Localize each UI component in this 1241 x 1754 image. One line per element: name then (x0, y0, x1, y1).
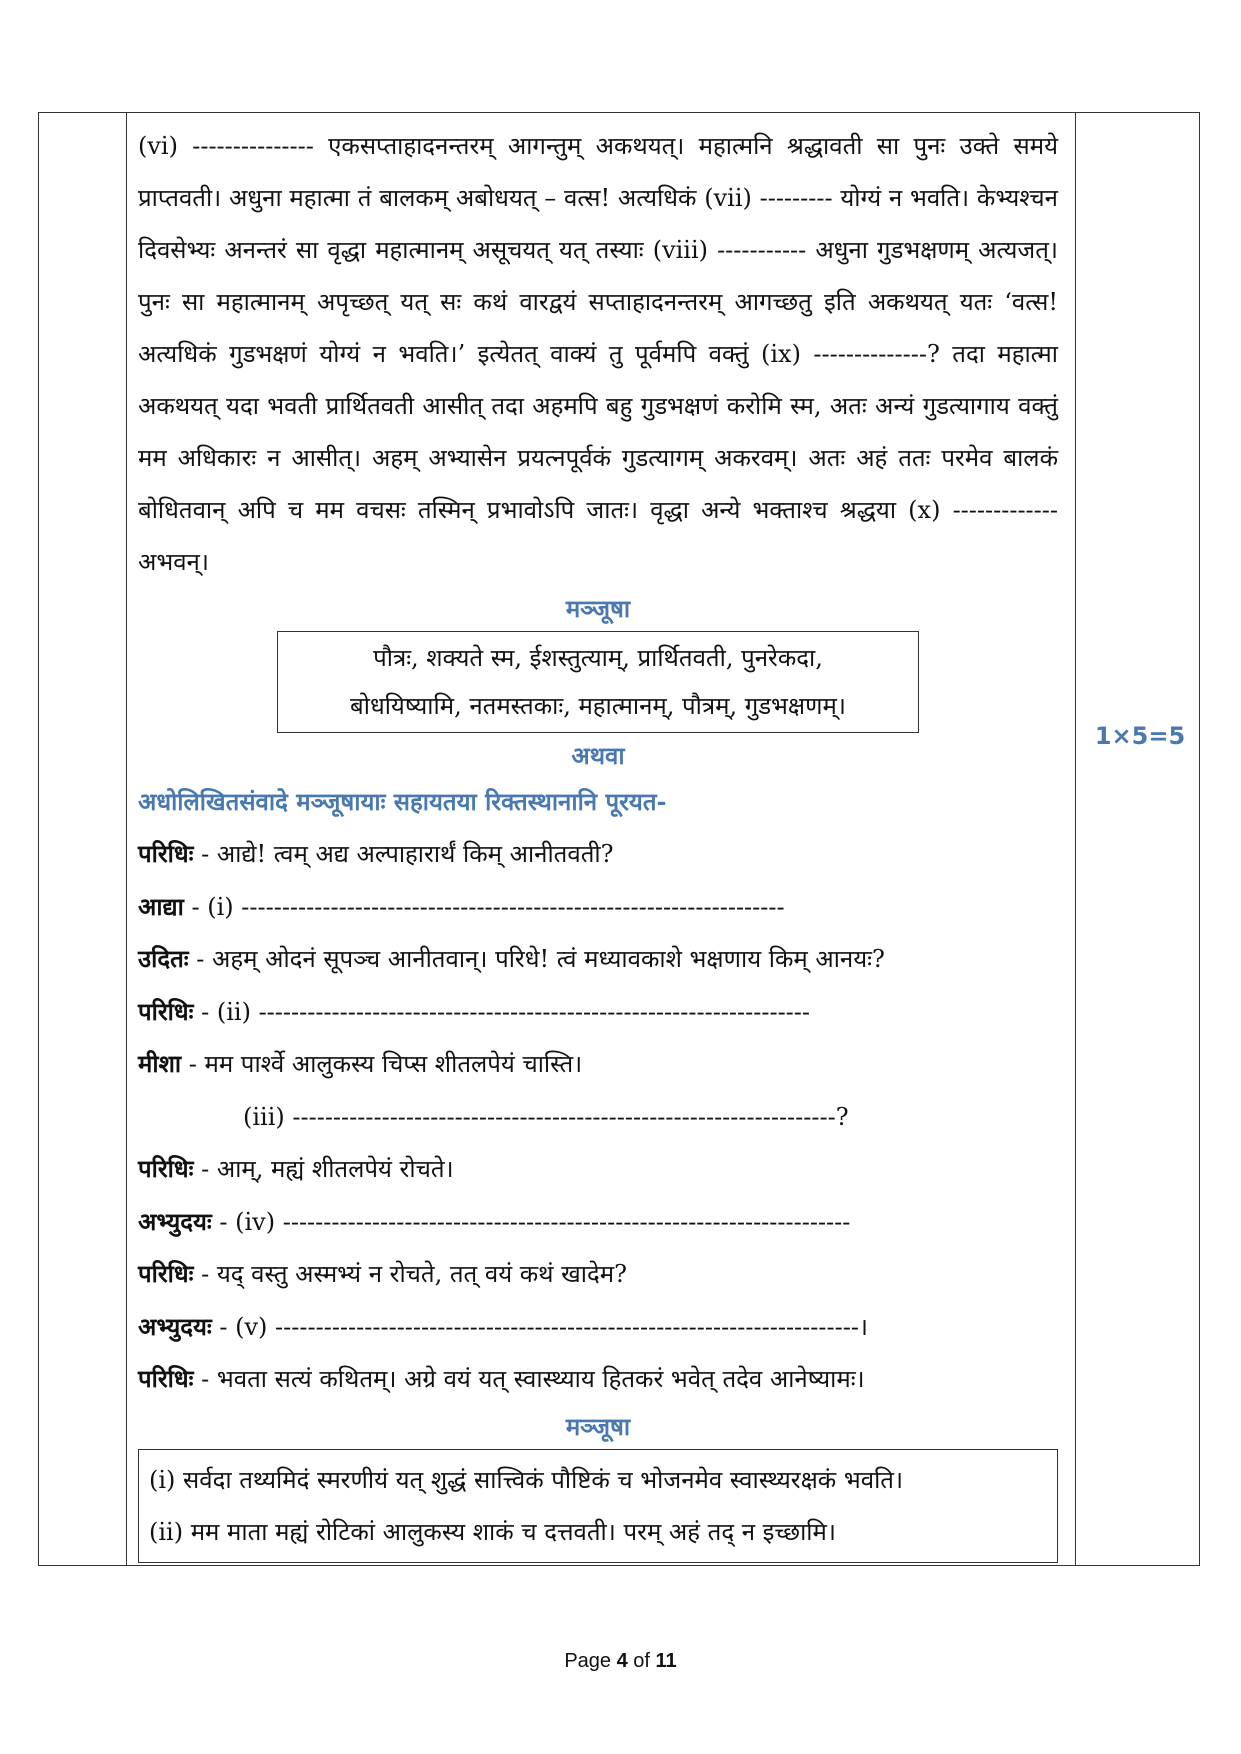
dialogue-line (138, 933, 1058, 986)
column-divider-left (126, 113, 127, 1565)
dialogue-line (138, 1353, 1058, 1406)
dialogue (138, 828, 1058, 1406)
dialogue-instruction: अधोलिखितसंवादे मञ्जूषायाः सहायतया रिक्तस्थानानि पूरयत- (138, 787, 667, 816)
dialogue-line (138, 881, 1058, 934)
line-text: - अहम् ओदनं सूपञ्च आनीतवान्। परिधे! त्वं मध्यावकाशे भक्षणाय किम् आनयः? (188, 945, 885, 973)
line-text: (iii) -------------------------------------------------------------------? (243, 1102, 849, 1131)
line-text: - (ii) -------------------------------------------------------------------- (193, 997, 811, 1026)
line-text: - मम पार्श्वे आलुकस्य चिप्स शीतलपेयं चास्ति। (181, 1050, 583, 1078)
dialogue-line (138, 1143, 1058, 1196)
speaker: आद्या (138, 891, 184, 921)
line-text: - (i) ------------------------------------------------------------------- (183, 892, 785, 921)
speaker: परिधिः (138, 839, 194, 868)
dialogue-line (138, 1301, 1058, 1354)
dialogue-line (138, 828, 1058, 881)
athava-heading: अथवा (571, 741, 625, 770)
dialogue-line (138, 1091, 1058, 1144)
speaker: उदितः (138, 944, 189, 973)
speaker: अभ्युदयः (138, 1311, 212, 1341)
manjusha-item: (i) सर्वदा तथ्यमिदं स्मरणीयं यत् शुद्धं सात्त्विकं पौष्टिकं च भोजनमेव स्वास्थ्यरक्षकं भवति। (149, 1465, 904, 1494)
manjusha-item: (ii) मम माता मह्यं रोटिकां आलुकस्य शाकं च दत्तवती। परम् अहं तद् न इच्छामि। (149, 1517, 836, 1546)
dialogue-line (138, 1196, 1058, 1249)
manjusha-box-2 (138, 1449, 1058, 1563)
speaker: अभ्युदयः (138, 1206, 212, 1236)
speaker: परिधिः (138, 1259, 194, 1288)
question-content (138, 120, 1058, 1563)
page-current: 4 (616, 1650, 628, 1672)
line-text: - (iv) ---------------------------------------------------------------------- (211, 1207, 851, 1236)
line-text: - (v) ------------------------------------------------------------------------। (211, 1312, 869, 1341)
manjusha-box-1 (277, 631, 919, 733)
page-total: 11 (655, 1650, 677, 1672)
column-divider-right (1075, 113, 1076, 1565)
speaker: परिधिः (138, 1364, 194, 1393)
dialogue-line (138, 986, 1058, 1039)
manjusha-line: पौत्रः, शक्यते स्म, ईशस्तुत्याम्, प्रार्थितवती, पुनरेकदा, (373, 644, 823, 672)
passage-text: (vi) --------------- एकसप्ताहादनन्तरम् आगन्तुम् अकथयत्। महात्मनि श्रद्धावती सा पुनः उक्ते समये प्राप्तवती। अधुना महात्मा तं बालकम् अबोधयत् – वत्स! अत्यधिकं (vii) --------- योग्यं न भवति। केभ्यश्चन दिवसेभ्यः अनन्तरं सा वृद्धा महात्मानम् असूचयत् यत् तस्याः (viii) ----------- अधुना गुडभक्षणम् अत्यजत्। पुनः सा महात्मानम् अपृच्छत् यत् सः कथं वारद्वयं सप्ताहादनन्तरम् आगच्छतु इति अकथयत् यतः ‘वत्स! अत्यधिकं गुडभक्षणं योग्यं न भवति।’ इत्येतत् वाक्यं तु पूर्वमपि वक्तुं (ix) --------------? तदा महात्मा अकथयत् यदा भवती प्रार्थितवती आसीत् तदा अहमपि बहु गुडभक्षणं करोमि स्म, अतः अन्यं गुडत्यागाय वक्तुं मम अधिकारः न आसीत्। अहम् अभ्यासेन प्रयत्नपूर्वकं गुडत्यागम् अकरवम्। अतः अहं ततः परमेव बालकं बोधितवान् अपि च मम वचसः तस्मिन् प्रभावोऽपि जातः। वृद्धा अन्ये भक्ताश्च श्रद्धया (x) ------------- अभवन्। (138, 132, 1058, 576)
footer-prefix: Page (564, 1650, 617, 1672)
line-text: - भवता सत्यं कथितम्। अग्रे वयं यत् स्वास्थ्याय हितकरं भवेत् तदेव आनेष्यामः। (193, 1365, 865, 1393)
dialogue-line (138, 1248, 1058, 1301)
marks-label: 1×5=5 (1094, 722, 1186, 750)
speaker: परिधिः (138, 1154, 194, 1183)
dialogue-line (138, 1038, 1058, 1091)
line-text: - आद्ये! त्वम् अद्य अल्पाहारार्थं किम् आनीतवती? (193, 840, 614, 868)
manjusha-heading-2: मञ्जूषा (565, 1411, 631, 1441)
line-text: - यद् वस्तु अस्मभ्यं न रोचते, तत् वयं कथं खादेम? (193, 1260, 627, 1288)
line-text: - आम्, मह्यं शीतलपेयं रोचते। (193, 1155, 454, 1183)
speaker: परिधिः (138, 996, 194, 1026)
manjusha-line: बोधयिष्यामि, नतमस्तकाः, महात्मानम्, पौत्रम्, गुडभक्षणम्। (350, 692, 846, 720)
footer-middle: of (627, 1650, 656, 1672)
manjusha-heading-1: मञ्जूषा (565, 594, 631, 623)
speaker: मीशा (138, 1049, 182, 1078)
page-footer (0, 1650, 1241, 1673)
